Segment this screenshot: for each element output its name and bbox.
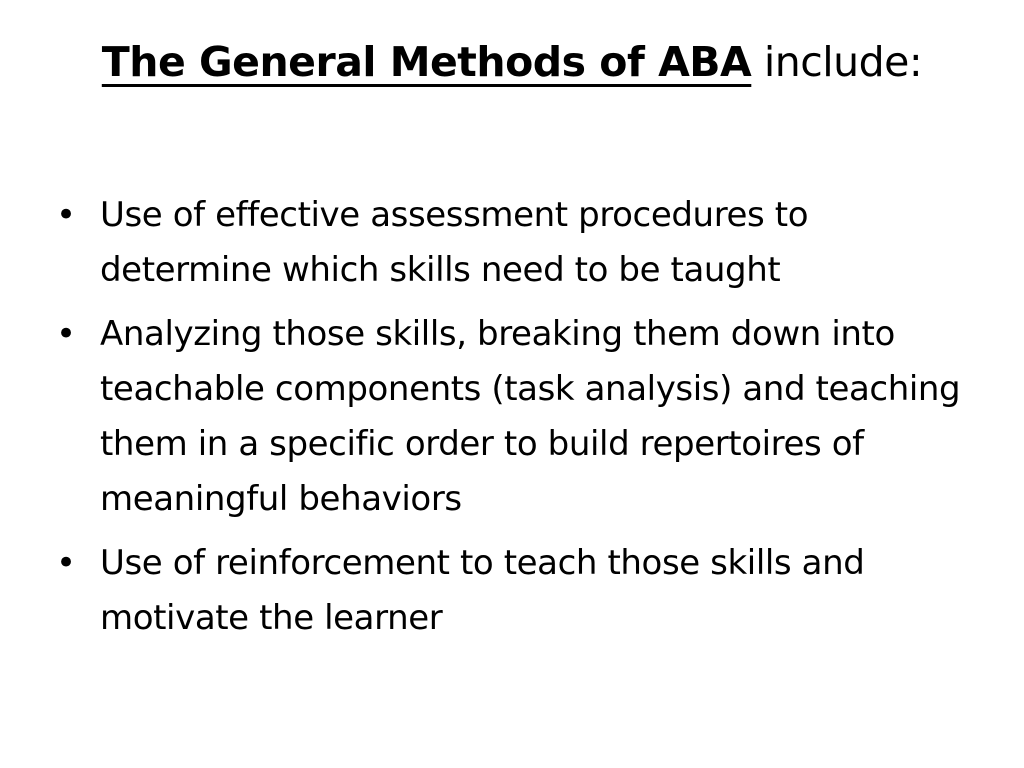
- bullet-item: [56, 307, 976, 527]
- bullet-dot-icon: •: [56, 314, 76, 354]
- bullet-text: Analyzing those skills, breaking them down into teachable components (task analysis) and teaching them in a specific order to build repertoires of meaningful behaviors: [100, 314, 961, 519]
- bullet-item: [56, 536, 976, 646]
- slide-title-bold: The General Methods of ABA: [101, 38, 752, 86]
- bullet-dot-icon: •: [56, 543, 76, 583]
- slide-title-rest: include:: [763, 38, 923, 86]
- bullet-text: Use of effective assessment procedures to determine which skills need to be taught: [100, 195, 809, 290]
- bullet-dot-icon: •: [56, 195, 76, 235]
- bullet-text: Use of reinforcement to teach those skills and motivate the learner: [100, 543, 865, 638]
- bullet-item: [56, 188, 976, 298]
- slide-title: [0, 34, 1024, 90]
- bullet-list: [56, 188, 976, 655]
